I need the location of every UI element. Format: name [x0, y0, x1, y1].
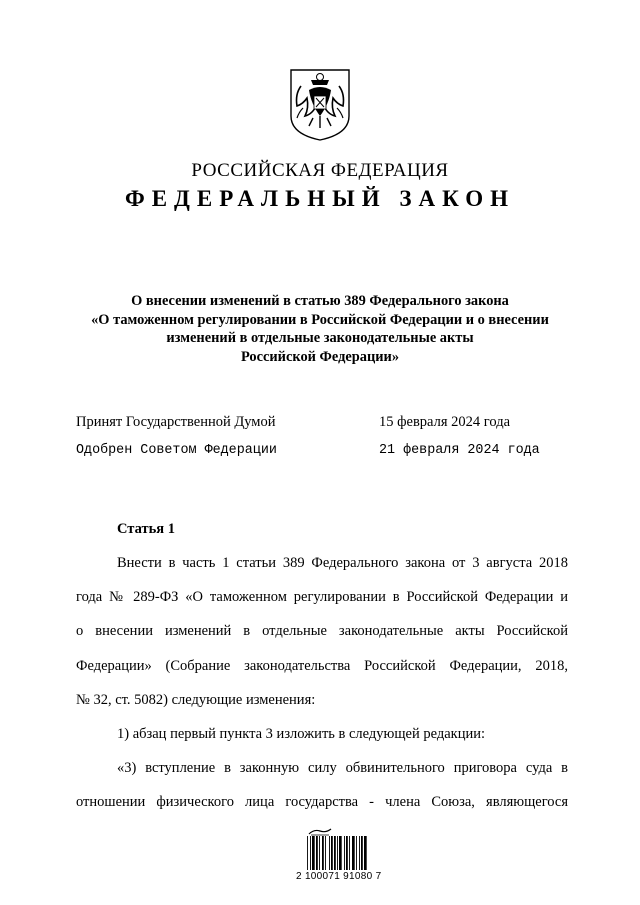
coat-of-arms-icon — [289, 68, 351, 142]
article-paragraph — [76, 546, 568, 820]
quote-line: «3) вступление в законную силу обвинительного приговора суда в — [117, 760, 568, 777]
paragraph-line: № 32, ст. 5082) следующие изменения: — [76, 691, 316, 708]
adopted-by-duma-date: 15 февраля 2024 года — [379, 414, 511, 430]
law-title-line: О внесении изменений в статью 389 Федерального закона — [131, 293, 509, 309]
paragraph-line: года № 289-ФЗ «О таможенном регулировании в Российской Федерации и — [76, 589, 568, 606]
approved-by-council-date: 21 февраля 2024 года — [379, 443, 540, 458]
country-name: РОССИЙСКАЯ ФЕДЕРАЦИЯ — [191, 160, 449, 181]
barcode-number: 2 100071 91080 7 — [296, 871, 382, 882]
paragraph-line: Внести в часть 1 статьи 389 Федерального закона от 3 августа 2018 — [117, 555, 568, 571]
law-title — [60, 292, 580, 366]
adopted-by-duma-label: Принят Государственной Думой — [76, 414, 276, 430]
list-item: 1) абзац первый пункта 3 изложить в следующей редакции: — [117, 725, 486, 742]
law-title-line: изменений в отдельные законодательные акты — [166, 330, 474, 346]
law-title-line: Российской Федерации» — [240, 348, 400, 365]
paragraph-line: о внесении изменений в отдельные законодательные акты Российской — [76, 623, 568, 640]
article-heading: Статья 1 — [117, 521, 175, 537]
paragraph-line: Федерации» (Собрание законодательства Российской Федерации, 2018, — [76, 657, 568, 674]
law-title-line: «О таможенном регулировании в Российской Федерации и о внесении — [91, 311, 549, 328]
barcode — [306, 836, 386, 874]
document-type: ФЕДЕРАЛЬНЫЙ ЗАКОН — [124, 186, 516, 211]
quote-line: отношении физического лица государства - члена Союза, являющегося — [76, 794, 568, 811]
approved-by-council-label: Одобрен Советом Федерации — [76, 443, 277, 458]
